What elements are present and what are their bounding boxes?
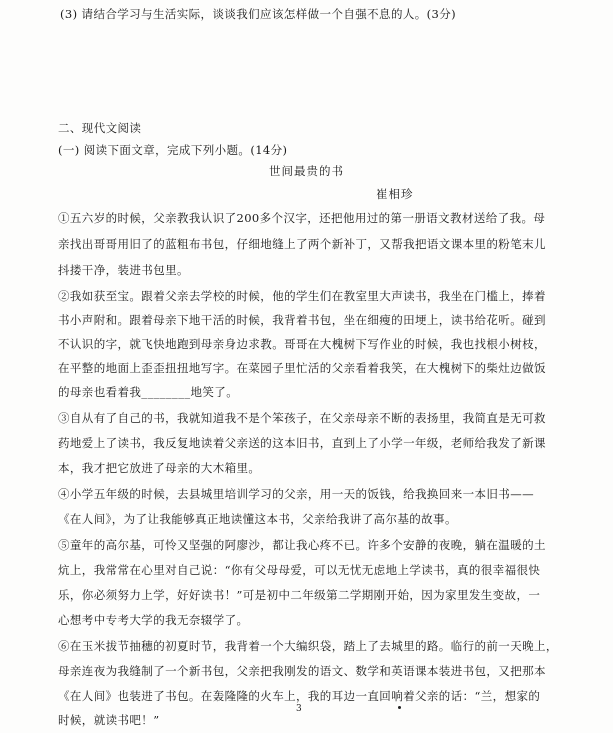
paragraph-line: 《在人间》，为了让我能够真正地读懂这本书，父亲给我讲了高尔基的故事。 bbox=[58, 512, 457, 526]
paragraph-line: ⑤童年的高尔基，可怜又坚强的阿廖沙，都让我心疼不已。许多个安静的夜晚，躺在温暖的土 bbox=[58, 538, 546, 552]
paragraph-line: ③自从有了自己的书，我就知道我不是个笨孩子，在父亲母亲不断的表扬里，我简直是无可救 bbox=[58, 411, 546, 425]
article-author: 崔相珍 bbox=[376, 187, 414, 201]
paragraph-line: ⑥在玉米拔节抽穗的初夏时节，我背着一个大编织袋，踏上了去城里的路。临行的前一天晚上， bbox=[58, 639, 558, 653]
paragraph-line: ②我如获至宝。跟着父亲去学校的时候，他的学生们在教室里大声读书，我坐在门槛上，捧着 bbox=[58, 289, 546, 303]
paragraph-line: 时候，就读书吧！” bbox=[58, 713, 160, 727]
paragraph-line: 在平整的地面上歪歪扭扭地写字。在菜园子里忙活的父亲看着我笑，在大槐树下的柴灶边做饭 bbox=[58, 361, 546, 375]
article-title: 世间最贵的书 bbox=[269, 164, 344, 178]
scan-speck bbox=[398, 706, 401, 709]
paragraph-line: 抖搂干净，装进书包里。 bbox=[58, 263, 189, 277]
paragraph-line: 药地爱上了读书，我反复地读着父亲送的这本旧书，直到上了小学一年级，老师给我发了新课 bbox=[58, 436, 546, 450]
paragraph-line: 《在人间》也装进了书包。在轰隆隆的火车上，我的耳边一直回响着父亲的话：“兰，想家的 bbox=[58, 689, 541, 703]
paragraph-line: 书小声附和。跟着母亲下地干活的时候，我背着书包，坐在细瘦的田埂上，读书给花听。碰到 bbox=[58, 313, 546, 327]
paragraph-line: 本，我才把它放进了母亲的大木箱里。 bbox=[58, 461, 261, 475]
paragraph-line: 母亲连夜为我缝制了一个新书包，父亲把我刚发的语文、数学和英语课本装进书包，又把那本 bbox=[58, 664, 546, 678]
paragraph-line: 心想考中专考大学的我无奈辍学了。 bbox=[58, 613, 249, 627]
paragraph-line: 不认识的字，就飞快地跑到母亲身边求教。哥哥在大槐树下写作业的时候，我也找根小树枝， bbox=[58, 337, 546, 351]
paragraph-line: ①五六岁的时候，父亲教我认识了200多个汉字，还把他用过的第一册语文教材送给了我。母 bbox=[58, 211, 546, 225]
question-3-text: (3) 请结合学习与生活实际，谈谈我们应该怎样做一个自强不息的人。(3分) bbox=[60, 7, 457, 21]
paragraph-line: 亲找出哥哥用旧了的蓝粗布书包，仔细地缝上了两个新补丁，又帮我把语文课本里的粉笔末儿 bbox=[58, 237, 546, 251]
paragraph-line: 乐，你必须努力上学，好好读书！”可是初中二年级第二学期刚开始，因为家里发生变故，一 bbox=[58, 588, 541, 602]
paragraph-line: 的母亲也看着我________地笑了。 bbox=[58, 385, 239, 399]
paragraph-line: 炕上，我常常在心里对自己说：“你有父母母爱，可以无忧无虑地上学读书，真的很幸福很快 bbox=[58, 563, 541, 577]
paragraph-line: ④小学五年级的时候，去县城里培训学习的父亲，用一天的饭钱，给我换回来一本旧书—— bbox=[58, 487, 534, 501]
page-number: 3 bbox=[296, 704, 302, 714]
section-heading: 二、现代文阅读 bbox=[58, 121, 142, 135]
subsection-heading: (一) 阅读下面文章，完成下列小题。(14分) bbox=[58, 143, 288, 157]
